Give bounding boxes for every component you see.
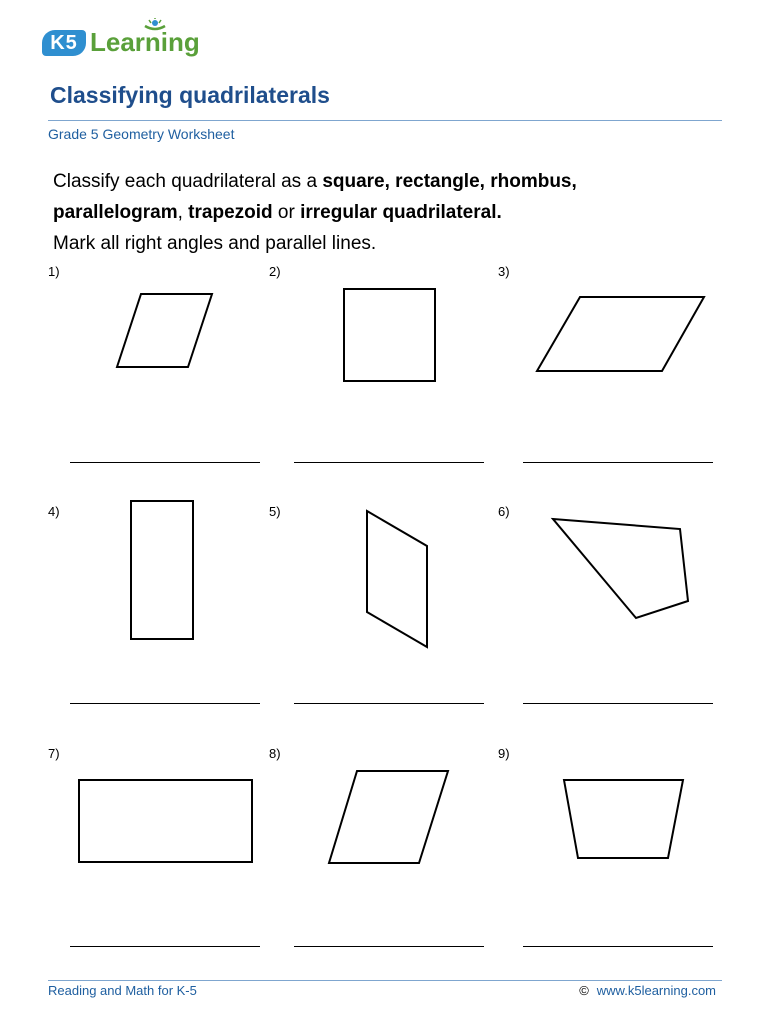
- copyright-symbol: ©: [579, 983, 589, 998]
- shape-2-square: [344, 289, 435, 381]
- footer-credit: [579, 983, 716, 998]
- answer-line-1[interactable]: [70, 462, 260, 463]
- answer-line-2[interactable]: [294, 462, 484, 463]
- instructions-text: ,: [177, 202, 189, 223]
- answer-line-3[interactable]: [523, 462, 713, 463]
- instructions-bold: parallelogram: [53, 202, 178, 223]
- problem-label-6: 6): [498, 504, 510, 519]
- logo-badge: K5: [42, 30, 86, 56]
- problem-label-9: 9): [498, 746, 510, 761]
- shape-4-rectangle: [131, 501, 193, 639]
- problem-label-1: 1): [48, 264, 60, 279]
- problem-label-8: 8): [269, 746, 281, 761]
- shape-6-irregular-quadrilateral: [553, 519, 688, 618]
- shape-1-rhombus: [117, 294, 212, 367]
- problem-label-7: 7): [48, 746, 60, 761]
- answer-line-9[interactable]: [523, 946, 713, 947]
- instructions-text: Classify each quadrilateral as a: [53, 171, 323, 192]
- answer-line-7[interactable]: [70, 946, 260, 947]
- answer-line-5[interactable]: [294, 703, 484, 704]
- instructions-line-3: Mark all right angles and parallel lines.: [53, 233, 377, 254]
- answer-line-8[interactable]: [294, 946, 484, 947]
- footer-divider: [48, 980, 722, 981]
- problem-label-5: 5): [269, 504, 281, 519]
- instructions-bold: square, rectangle, rhombus,: [322, 171, 577, 192]
- instructions-text: or: [272, 202, 301, 223]
- instructions-bold: irregular quadrilateral.: [300, 202, 502, 223]
- shape-9-trapezoid: [564, 780, 683, 858]
- shape-5-parallelogram: [367, 511, 427, 647]
- logo-wordmark: Learning: [90, 27, 200, 57]
- instructions-bold: trapezoid: [188, 202, 273, 223]
- answer-line-4[interactable]: [70, 703, 260, 704]
- shape-3-parallelogram: [537, 297, 704, 371]
- footer-tagline: Reading and Math for K-5: [48, 983, 197, 998]
- footer-url-link[interactable]: www.k5learning.com: [596, 983, 716, 998]
- answer-line-6[interactable]: [523, 703, 713, 704]
- problem-label-3: 3): [498, 264, 510, 279]
- shape-8-rhombus: [329, 771, 448, 863]
- page-title: Classifying quadrilaterals: [50, 82, 330, 108]
- problem-label-2: 2): [269, 264, 281, 279]
- page-subtitle: Grade 5 Geometry Worksheet: [48, 126, 235, 142]
- shape-7-rectangle: [79, 780, 252, 862]
- problem-label-4: 4): [48, 504, 60, 519]
